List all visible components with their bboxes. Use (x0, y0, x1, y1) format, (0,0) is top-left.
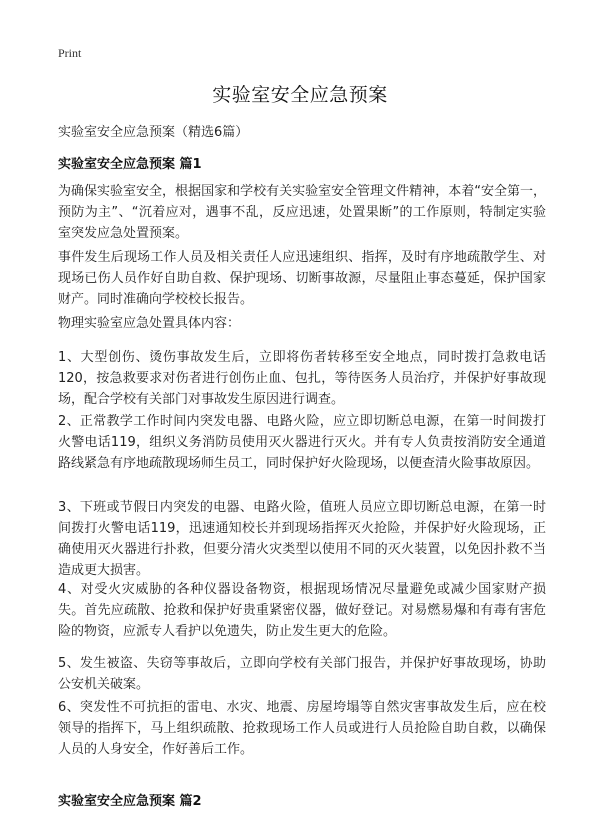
document-subtitle: 实验室安全应急预案（精选6篇） (58, 125, 249, 140)
section-heading-2: 实验室安全应急预案 篇2 (58, 794, 202, 809)
paragraph-item-3: 3、下班或节假日内突发的电器、电路火险，值班人员应立即切断总电源，在第一时间拨打火警电话119，迅速通知校长并到现场指挥灭火抢险，并保护好火险现场，正确使用灭火器进行扑救，但要分清火灾类型以使用不同的灭火装置，以免因扑救不当造成更大损害。 (58, 500, 546, 578)
paragraph-item-4: 4、对受火灾威胁的各种仪器设备物资，根据现场情况尽量避免或减少国家财产损失。首先应疏散、抢救和保护好贵重紧密仪器，做好登记。对易燃易爆和有毒有害危险的物资，应派专人看护以免遗失，防止发生更大的危险。 (58, 582, 546, 639)
paragraph-intro: 为确保实验室安全，根据国家和学校有关实验室安全管理文件精神，本着“安全第一，预防为主”、“沉着应对，遇事不乱，反应迅速，处置果断”的工作原则，特制定实验室突发应急处置预案。 (58, 184, 546, 241)
document-title: 实验室安全应急预案 (212, 84, 388, 106)
paragraph-item-2: 2、正常教学工作时间内突发电器、电路火险，应立即切断总电源，在第一时间拨打火警电话119，组织义务消防员使用灭火器进行灭火。并有专人负责按消防安全通道路线紧急有序地疏散现场师生员工，同时保护好火险现场，以便查清火险事故原因。 (58, 414, 546, 471)
paragraph-physics-lab: 物理实验室应急处置具体内容： (58, 316, 241, 331)
paragraph-response: 事件发生后现场工作人员及相关责任人应迅速组织、指挥，及时有序地疏散学生、对现场已伤人员作好自助自救、保护现场、切断事故源，尽量阻止事态蔓延，保护国家财产。同时准确向学校校长报告。 (58, 250, 546, 307)
print-label: Print (58, 46, 82, 60)
section-heading-1: 实验室安全应急预案 篇1 (58, 157, 202, 172)
paragraph-item-5: 5、发生被盗、失窃等事故后，立即向学校有关部门报告，并保护好事故现场，协助公安机关破案。 (58, 656, 546, 692)
paragraph-item-6: 6、突发性不可抗拒的雷电、水灾、地震、房屋垮塌等自然灾害事故发生后，应在校领导的指挥下，马上组织疏散、抢救现场工作人员或进行人员抢险自助自救，以确保人员的人身安全，作好善后工作。 (58, 700, 546, 757)
paragraph-item-1: 1、大型创伤、烫伤事故发生后，立即将伤者转移至安全地点，同时拨打急救电话120，按急救要求对伤者进行创伤止血、包扎，等待医务人员治疗，并保护好事故现场，配合学校有关部门对事故发生原因进行调查。 (58, 350, 546, 407)
